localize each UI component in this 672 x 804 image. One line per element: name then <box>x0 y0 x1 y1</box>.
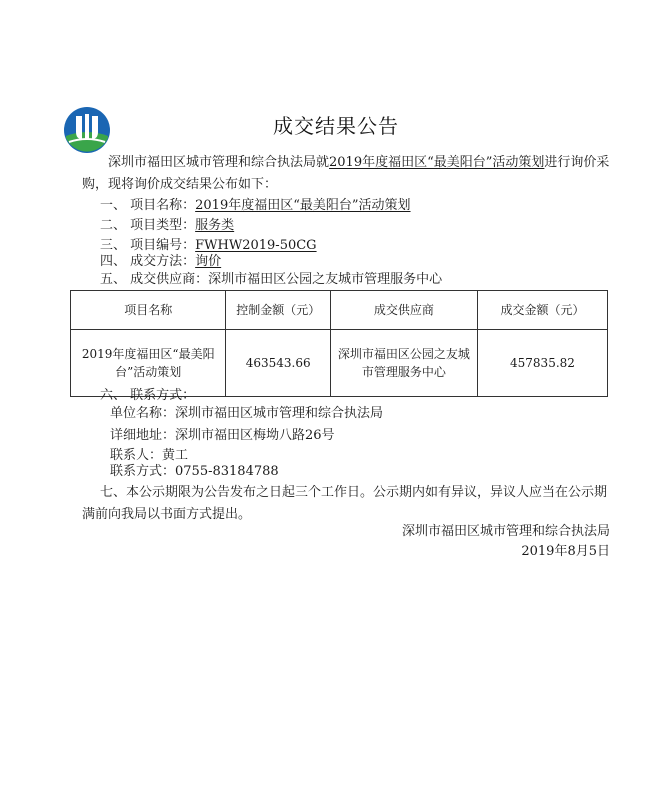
item-value: 2019年度福田区“最美阳台”活动策划 <box>195 198 411 213</box>
item-label: 二、 项目类型： <box>100 218 196 233</box>
col-header-supplier: 成交供应商 <box>330 291 477 330</box>
contact-phone <box>110 462 279 482</box>
page-title: 成交结果公告 <box>273 114 399 138</box>
item-value: FWHW2019-50CG <box>195 238 317 253</box>
contact-phone-label: 联系方式： <box>110 464 176 479</box>
intro-paragraph <box>82 152 612 196</box>
intro-project-name: 2019年度福田区“最美阳台”活动策划 <box>329 155 545 170</box>
item-label: 一、 项目名称： <box>100 198 196 213</box>
contact-heading: 六、 联系方式： <box>100 388 196 403</box>
contact-address-label: 详细地址： <box>110 428 176 443</box>
col-header-control-amount: 控制金额（元） <box>226 291 330 330</box>
contact-address <box>110 426 335 446</box>
notice-paragraph: 七、本公示期限为公告发布之日起三个工作日。公示期内如有异议，异议人应当在公示期满前向我局以书面方式提出。 <box>82 485 608 522</box>
signature-org: 深圳市福田区城市管理和综合执法局 <box>401 524 610 539</box>
contact-unit-value: 深圳市福田区城市管理和综合执法局 <box>175 406 384 421</box>
contact-unit-label: 单位名称： <box>110 406 176 421</box>
col-header-deal-amount: 成交金额（元） <box>477 291 607 330</box>
cell-control-amount: 463543.66 <box>226 330 330 397</box>
item-label: 五、 成交供应商： <box>100 272 209 287</box>
item-project-name <box>100 196 411 216</box>
contact-unit <box>110 404 383 424</box>
item-value: 询价 <box>195 254 222 269</box>
contact-person-label: 联系人： <box>110 448 163 463</box>
signature-date: 2019年8月5日 <box>521 544 610 559</box>
results-table <box>70 290 608 397</box>
cell-supplier: 深圳市福田区公园之友城市管理服务中心 <box>330 330 477 397</box>
item-value: 深圳市福田区公园之友城市管理服务中心 <box>208 272 443 287</box>
cell-project: 2019年度福田区“最美阳台”活动策划 <box>71 330 226 397</box>
table-header-row <box>71 291 608 330</box>
item-supplier <box>100 270 442 290</box>
col-header-project: 项目名称 <box>71 291 226 330</box>
item-value: 服务类 <box>195 218 235 233</box>
contact-person-value: 黄工 <box>162 448 189 463</box>
item-label: 四、 成交方法： <box>100 254 196 269</box>
intro-prefix: 深圳市福田区城市管理和综合执法局就 <box>108 155 330 170</box>
cell-deal-amount: 457835.82 <box>477 330 607 397</box>
item-deal-method <box>100 252 221 272</box>
contact-phone-value: 0755-83184788 <box>175 464 279 479</box>
intro-suffix: 进行询价采购，现将询价成交结果公布如下： <box>82 155 610 192</box>
item-label: 三、 项目编号： <box>100 238 196 253</box>
item-project-type <box>100 216 234 236</box>
contact-address-value: 深圳市福田区梅坳八路26号 <box>175 428 335 443</box>
